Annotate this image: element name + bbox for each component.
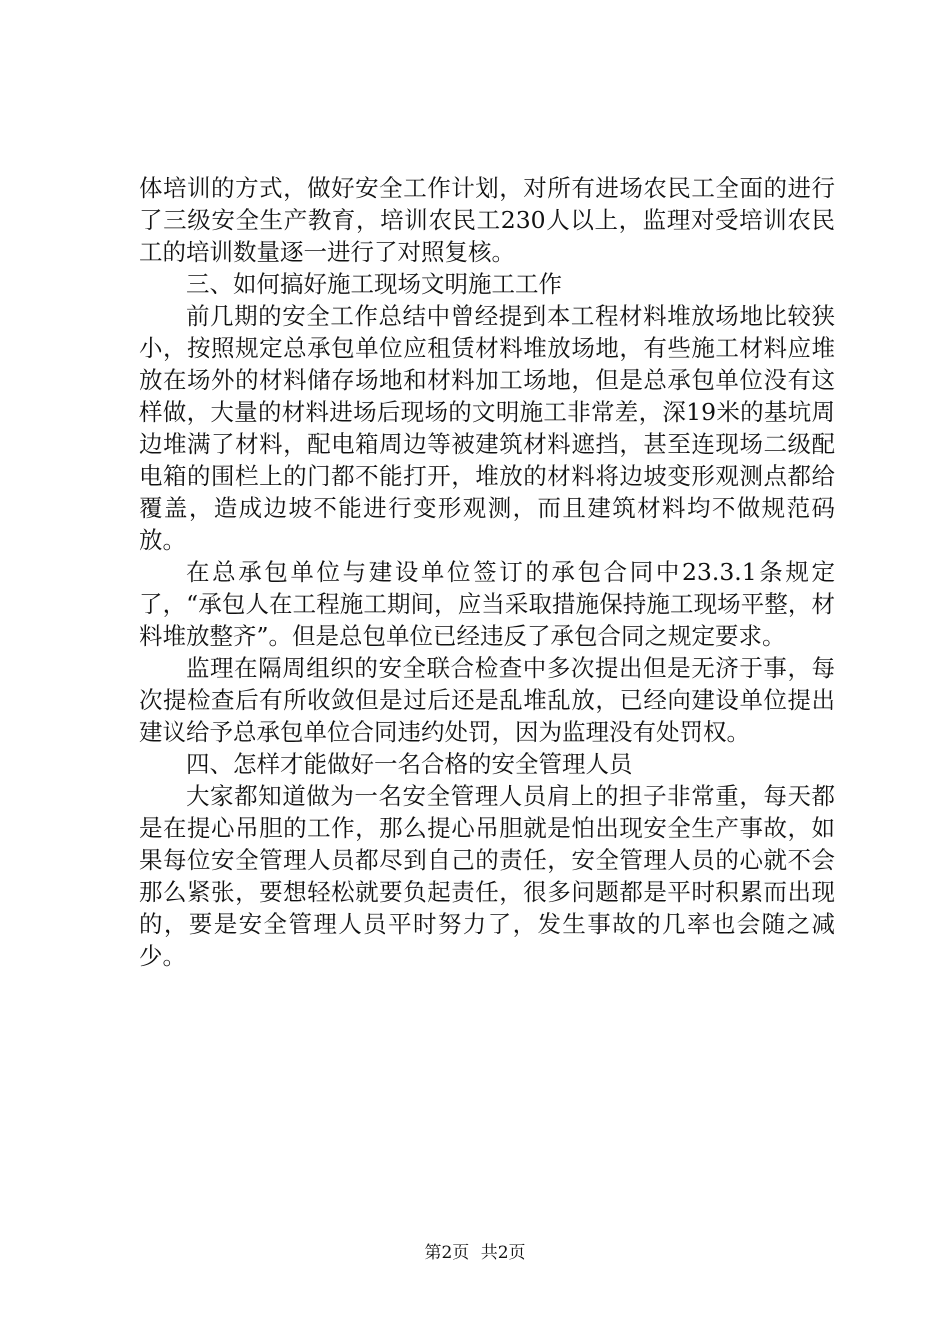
paragraph-2: 前几期的安全工作总结中曾经提到本工程材料堆放场地比较狭小，按照规定总承包单位应租赁材料堆放场地，有些施工材料应堆放在场外的材料储存场地和材料加工场地，但是总承包单位没有这样做，大量的材料进场后现场的文明施工非常差，深19米的基坑周边堆满了材料，配电箱周边等被建筑材料遮挡，甚至连现场二级配电箱的围栏上的门都不能打开，堆放的材料将边坡变形观测点都给覆盖，造成边坡不能进行变形观测，而且建筑材料均不做规范码放。 — [139, 302, 835, 554]
paragraph-1: 体培训的方式，做好安全工作计划，对所有进场农民工全面的进行了三级安全生产教育，培训农民工230人以上，监理对受培训农民工的培训数量逐一进行了对照复核。 — [139, 174, 835, 266]
section-heading-3: 三、如何搞好施工现场文明施工工作 — [186, 270, 562, 298]
section-heading-4: 四、怎样才能做好一名合格的安全管理人员 — [186, 750, 633, 778]
paragraph-5: 大家都知道做为一名安全管理人员肩上的担子非常重，每天都是在提心吊胆的工作，那么提心吊胆就是怕出现安全生产事故，如果每位安全管理人员都尽到自己的责任，安全管理人员的心就不会那么紧张，要想轻松就要负起责任，很多问题都是平时积累而出现的，要是安全管理人员平时努力了，发生事故的几率也会随之减少。 — [139, 782, 835, 970]
page-number: 第2页 — [424, 1243, 470, 1263]
document-body — [139, 172, 835, 972]
page-footer — [0, 1242, 950, 1264]
paragraph-4: 监理在隔周组织的安全联合检查中多次提出但是无济于事，每次提检查后有所收敛但是过后还是乱堆乱放，已经向建设单位提出建议给予总承包单位合同违约处罚，因为监理没有处罚权。 — [139, 654, 835, 746]
page-total: 共2页 — [480, 1243, 526, 1263]
paragraph-3: 在总承包单位与建设单位签订的承包合同中23.3.1条规定了，“承包人在工程施工期间，应当采取措施保持施工现场平整，材料堆放整齐”。但是总包单位已经违反了承包合同之规定要求。 — [139, 558, 835, 650]
